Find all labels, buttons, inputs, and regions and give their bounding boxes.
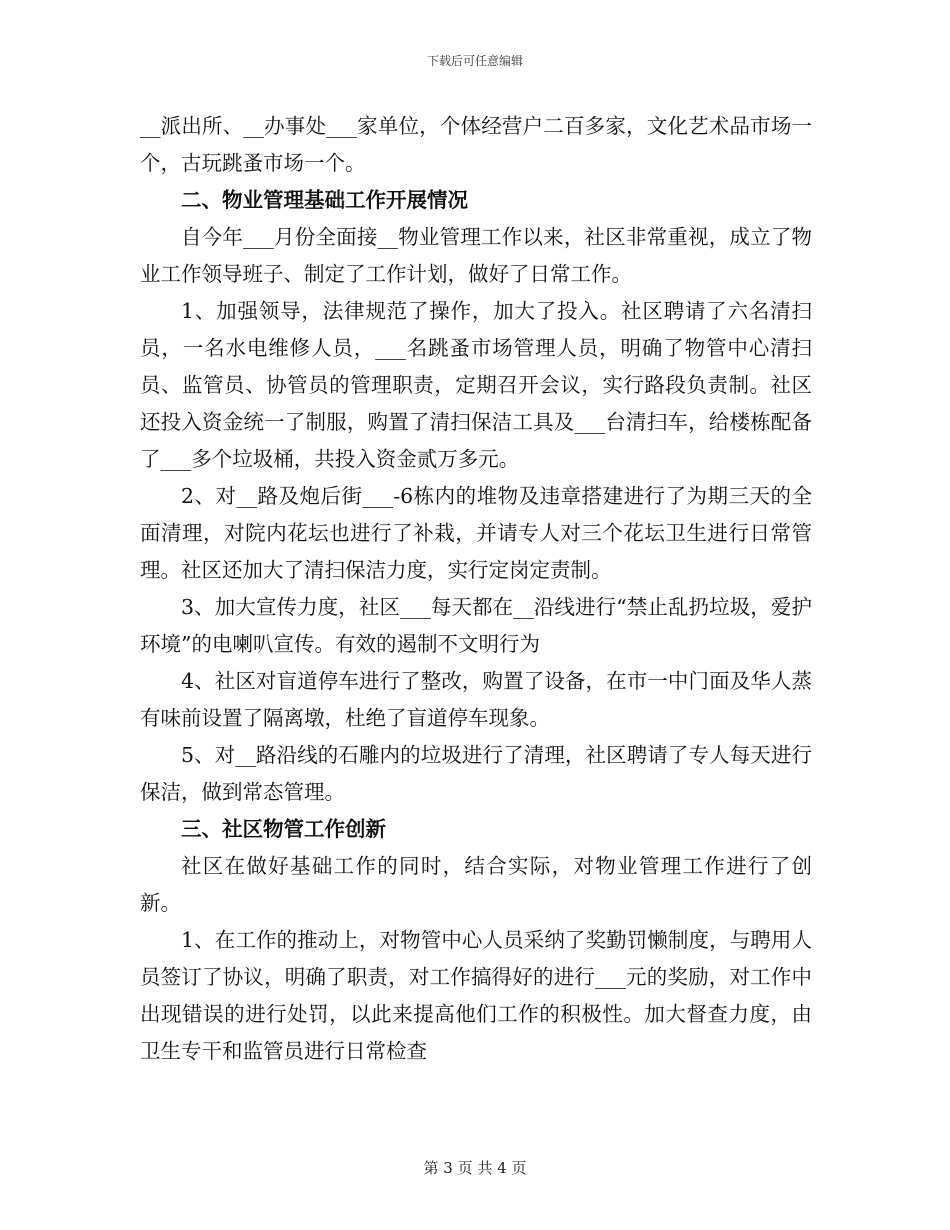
list-item-1: 1、加强领导，法律规范了操作，加大了投入。社区聘请了六名清扫员，一名水电维修人员，___名跳蚤市场管理人员，明确了物管中心清扫员、监管员、协管员的管理职责，定期召开会议，实行路段负责制。社区还投入资金统一了制服，购置了清扫保洁工具及___台清扫车，给楼栋配备了___多个垃圾桶，共投入资金贰万多元。: [140, 299, 812, 471]
paragraph: 自今年___月份全面接__物业管理工作以来，社区非常重视，成立了物业工作领导班子、制定了工作计划，做好了日常工作。: [140, 225, 812, 286]
page-footer: 第 3 页 共 4 页: [423, 1159, 527, 1177]
list-item-1: 1、在工作的推动上，对物管中心人员采纳了奖勤罚懒制度，与聘用人员签订了协议，明确了职责，对工作搞得好的进行___元的奖励，对工作中出现错误的进行处罚，以此来提高他们工作的积极性。加大督查力度，由卫生专干和监管员进行日常检查: [140, 928, 812, 1063]
list-item-5: 5、对__路沿线的石雕内的垃圾进行了清理，社区聘请了专人每天进行保洁，做到常态管理。: [140, 743, 812, 804]
paragraph-intro-continued: __派出所、__办事处___家单位，个体经营户二百多家，文化艺术品市场一个，古玩跳蚤市场一个。: [140, 114, 812, 175]
list-item-2: 2、对__路及炮后街___-6栋内的堆物及违章搭建进行了为期三天的全面清理，对院内花坛也进行了补栽，并请专人对三个花坛卫生进行日常管理。社区还加大了清扫保洁力度，实行定岗定责制。: [140, 484, 812, 582]
list-item-3: 3、加大宣传力度，社区___每天都在__沿线进行“禁止乱扔垃圾，爱护环境”的电喇叭宣传。有效的遏制不文明行为: [140, 595, 812, 656]
list-item-4: 4、社区对盲道停车进行了整改，购置了设备，在市一中门面及华人蒸有味前设置了隔离墩，杜绝了盲道停车现象。: [140, 669, 812, 730]
page-header: 下载后可任意编辑: [426, 54, 523, 68]
document-body: [140, 108, 812, 1070]
paragraph: 社区在做好基础工作的同时，结合实际，对物业管理工作进行了创新。: [140, 854, 812, 915]
section-heading-3: 三、社区物管工作创新: [181, 817, 386, 841]
section-heading-2: 二、物业管理基础工作开展情况: [181, 188, 468, 212]
